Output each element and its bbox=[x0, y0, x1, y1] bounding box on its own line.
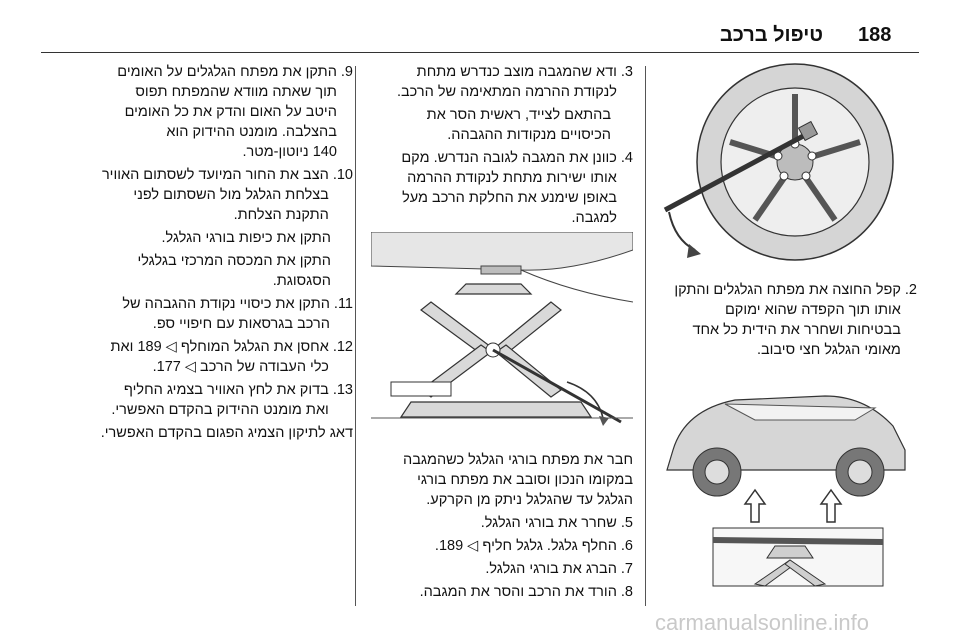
step-number: 6. bbox=[620, 538, 633, 554]
right-column bbox=[655, 62, 917, 590]
step-text bbox=[38, 337, 329, 377]
closing-note: דאג לתיקון הצמיג הפגום בהקדם האפשרי. bbox=[100, 425, 353, 441]
page-header bbox=[0, 0, 960, 56]
step-number: 2. bbox=[904, 282, 917, 298]
middle-column bbox=[365, 62, 633, 605]
step-2 bbox=[655, 280, 917, 360]
sub-paragraph bbox=[365, 450, 633, 510]
step-number: 7. bbox=[620, 561, 633, 577]
step-3 bbox=[365, 62, 633, 102]
step-number: 12. bbox=[332, 339, 353, 355]
step-number: 11. bbox=[333, 296, 353, 312]
text-line: ואת מומנט ההידוק בהקדם האפשרי. bbox=[111, 402, 329, 418]
step-text: הורד את הרכב והסר את המגבה. bbox=[419, 584, 617, 600]
text-line: הצב את החור המיועד לשסתום האוויר bbox=[101, 167, 329, 183]
step-5 bbox=[365, 513, 633, 533]
page-title: טיפול ברכב bbox=[719, 24, 823, 46]
sub-paragraph bbox=[38, 228, 353, 248]
step-8 bbox=[365, 582, 633, 602]
text-line: התקן את מפתח הגלגלים על האומים bbox=[117, 64, 337, 80]
step-number: 5. bbox=[620, 515, 633, 531]
text-line: התקן את המכסה המרכזי בגלגלי bbox=[137, 253, 331, 269]
step-4 bbox=[365, 148, 633, 228]
text-line: אותו תוך הקפדה שהוא ימוקם bbox=[724, 302, 901, 318]
text-line: הגלגל עד שהגלגל ניתק מן הקרקע. bbox=[426, 492, 633, 508]
text-line: בבטיחות ושחרר את הידית כל אחד bbox=[692, 322, 901, 338]
step-number: 9. bbox=[340, 64, 353, 80]
text-line: הכיסויים מנקודות ההגבהה. bbox=[447, 127, 611, 143]
text-line: ודא שהמגבה מוצב כנדרש מתחת bbox=[416, 64, 617, 80]
step-text bbox=[38, 380, 329, 420]
text-line: אותו ישירות מתחת לנקודת ההרמה bbox=[407, 170, 617, 186]
text-line: חבר את מפתח בורגי הגלגל כשהמגבה bbox=[403, 452, 633, 468]
text-line: התקן את כיפות בורגי הגלגל. bbox=[161, 230, 331, 246]
column-divider-right bbox=[645, 66, 646, 606]
page-number: 188 bbox=[858, 24, 892, 46]
step-text bbox=[365, 62, 617, 102]
step-12 bbox=[38, 337, 353, 377]
step-text: החלף גלגל. גלגל חליף ◁ 189. bbox=[434, 538, 617, 554]
sub-paragraph bbox=[365, 105, 633, 145]
step-number: 13. bbox=[332, 382, 353, 398]
column-divider-left bbox=[355, 66, 356, 606]
text-line: אחסן את הגלגל המוחלף ◁ 189 ואת bbox=[110, 339, 329, 355]
step-number: 4. bbox=[620, 150, 633, 166]
text-line: באופן שימנע את החלקת הרכב מעל bbox=[402, 190, 617, 206]
left-column bbox=[38, 62, 353, 443]
step-9 bbox=[38, 62, 353, 162]
text-line: הרכב בגרסאות עם חיפויי ספ. bbox=[152, 316, 330, 332]
text-line: 140 ניוטון-מטר. bbox=[242, 144, 337, 160]
text-line: התקנת הצלחת. bbox=[233, 207, 329, 223]
jack-illustration bbox=[371, 232, 633, 444]
text-line: בהתאם לצייד, ראשית הסר את bbox=[426, 107, 611, 123]
step-text bbox=[365, 148, 617, 228]
step-text bbox=[38, 165, 329, 225]
text-line: בצלחת הגלגל מול השסתום לפני bbox=[133, 187, 329, 203]
text-line: בהצלבה. מומנט ההידוק הוא bbox=[166, 124, 337, 140]
text-line: מאומי הגלגל חצי סיבוב. bbox=[756, 342, 901, 358]
step-13 bbox=[38, 380, 353, 420]
step-6 bbox=[365, 536, 633, 556]
header-divider bbox=[41, 52, 919, 53]
text-line: במקומו הנכון וסובב את מפתח בורגי bbox=[417, 472, 633, 488]
step-text bbox=[655, 280, 901, 360]
text-line: התקן את כיסויי נקודת ההגבהה של bbox=[122, 296, 330, 312]
text-line: בדוק את לחץ האוויר בצמיג החליף bbox=[123, 382, 329, 398]
text-line: הסגסוגת. bbox=[272, 273, 331, 289]
text-line: כוונן את המגבה לגובה הנדרש. מקם bbox=[401, 150, 617, 166]
wheel-wrench-illustration bbox=[655, 62, 917, 272]
step-text bbox=[38, 62, 337, 162]
step-text: הברג את בורגי הגלגל. bbox=[485, 561, 617, 577]
text-line: קפל החוצה את מפתח הגלגלים והתקן bbox=[674, 282, 901, 298]
step-number: 8. bbox=[620, 584, 633, 600]
text-line: תוך שאתה מוודא שהמפתח תפוס bbox=[135, 84, 337, 100]
step-number: 3. bbox=[620, 64, 633, 80]
sub-paragraph bbox=[38, 251, 353, 291]
step-text bbox=[38, 294, 330, 334]
step-11 bbox=[38, 294, 353, 334]
step-number: 10. bbox=[332, 167, 353, 183]
text-line: כלי העבודה של הרכב ◁ 177. bbox=[152, 359, 329, 375]
text-line: למגבה. bbox=[571, 210, 617, 226]
text-line: לנקודת ההרמה המתאימה של הרכב. bbox=[396, 84, 617, 100]
step-text: שחרר את בורגי הגלגל. bbox=[480, 515, 617, 531]
watermark: carmanualsonline.info bbox=[655, 610, 870, 635]
car-lift-points-illustration bbox=[655, 370, 917, 590]
step-10 bbox=[38, 165, 353, 225]
text-line: היטב על האום והדק את כל האומים bbox=[124, 104, 337, 120]
step-7 bbox=[365, 559, 633, 579]
